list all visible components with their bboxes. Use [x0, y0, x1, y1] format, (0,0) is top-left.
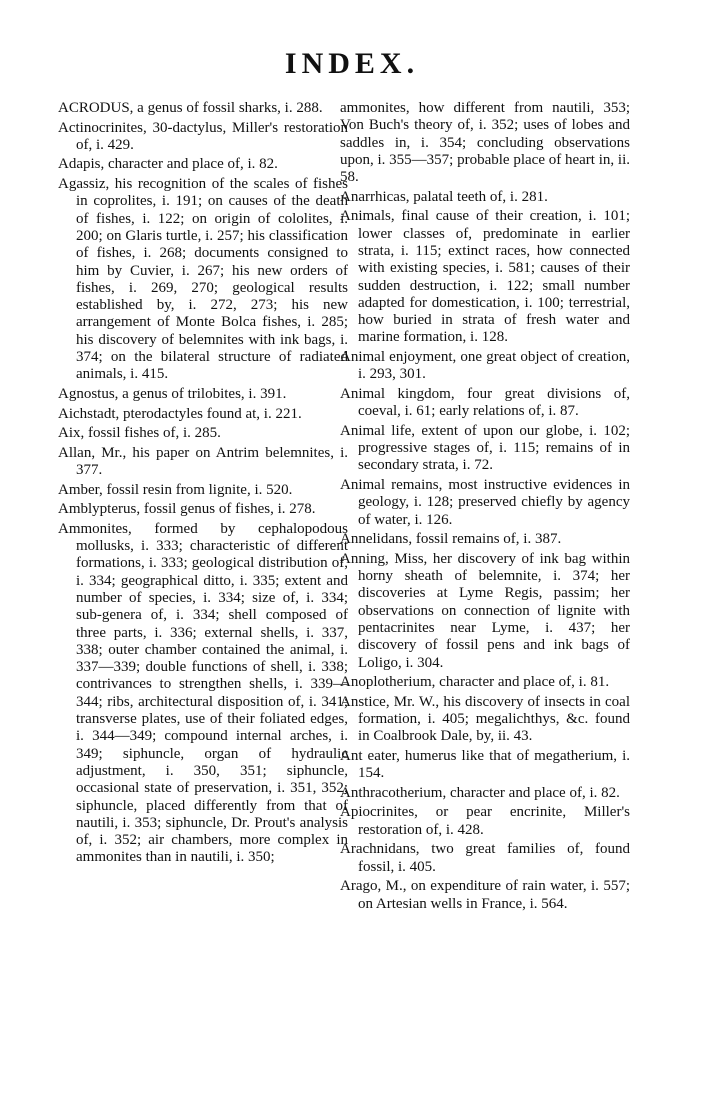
index-entry: Anstice, Mr. W., his discovery of insects in coal formation, i. 405; megalichthys, &c. found in Coalbrook Dale, by, ii. 43.: [340, 693, 630, 745]
index-entry: Animal life, extent of upon our globe, i. 102; progressive stages of, i. 115; remains of in secondary strata, i. 72.: [340, 422, 630, 474]
index-entry: Amblypterus, fossil genus of fishes, i. 278.: [58, 501, 316, 518]
index-entry: Animals, final cause of their creation, i. 101; lower classes of, predominate in earlier strata, i. 115; extinct races, how connected with existing species, i. 581; causes of their sudden destruction, i. 122; small number adapted for domestication, i. 100; terrestrial, how buried in strata of fresh water and marine formation, i. 128.: [340, 208, 630, 346]
index-entry: Animal kingdom, four great divisions of, coeval, i. 61; early relations of, i. 87.: [340, 385, 630, 420]
index-entry: Anthracotherium, character and place of, i. 82.: [340, 784, 620, 801]
index-entry: Agassiz, his recognition of the scales of fishes in coprolites, i. 191; on causes of the death of fishes, i. 122; on origin of cololites, i. 200; on Glaris turtle, i. 257; his classification of fishes, i. 268; documents consigned to him by Cuvier, i. 267; his new orders of fishes, i. 269, 270; geological results established by, i. 272, 273; his new arrangement of Monte Bolca fishes, i. 285; his discovery of belemnites with ink bags, i. 374; on the bilateral structure of radiated animals, i. 415.: [58, 176, 348, 383]
index-entry: Apiocrinites, or pear encrinite, Miller's restoration of, i. 428.: [340, 804, 630, 838]
index-entry: Anning, Miss, her discovery of ink bag within horny sheath of belemnite, i. 374; her discoveries at Lyme Regis, passim; her observations on connection of lignite with pentacrinites near Lyme, i. 437; her discovery of fossil pens and ink bags of Loligo, i. 304.: [340, 550, 630, 671]
index-entry: Amber, fossil resin from lignite, i. 520.: [58, 481, 293, 498]
index-column-right: [340, 100, 630, 915]
index-entry: Aichstadt, pterodactyles found at, i. 221.: [58, 405, 302, 422]
index-entry: Anoplotherium, character and place of, i. 81.: [340, 674, 610, 691]
index-entry: Annelidans, fossil remains of, i. 387.: [340, 531, 562, 548]
index-entry: Arachnidans, two great families of, found fossil, i. 405.: [340, 841, 630, 875]
index-entry-continued: ammonites, how different from nautili, 353; Von Buch's theory of, i. 352; uses of lobes and saddles in, i. 354; concluding observations upon, i. 355—357; probable place of heart in, ii. 58.: [340, 100, 630, 186]
index-column-left: [58, 100, 348, 869]
index-entry: Arago, M., on expenditure of rain water, i. 557; on Artesian wells in France, i. 564.: [340, 878, 630, 912]
index-entry: Actinocrinites, 30-dactylus, Miller's restoration of, i. 429.: [58, 119, 348, 153]
index-entry: Ant eater, humerus like that of megatherium, i. 154.: [340, 747, 630, 782]
index-entry: ACRODUS, a genus of fossil sharks, i. 288.: [58, 100, 323, 116]
index-entry: Anarrhicas, palatal teeth of, i. 281.: [340, 188, 548, 205]
index-entry: Animal enjoyment, one great object of creation, i. 293, 301.: [340, 349, 630, 383]
index-entry: Ammonites, formed by cephalopodous mollusks, i. 333; characteristic of different formations, i. 333; geological distribution of, i. 334; geographical ditto, i. 335; extent and number of species, i. 334; size of, i. 334; sub-genera of, i. 334; shell composed of three parts, i. 336; external shells, i. 337, 338; outer chamber contained the animal, i. 337—339; double functions of shell, i. 338; contrivances to strengthen shells, i. 339—344; ribs, architectural disposition of, i. 341; transverse plates, use of their foliated edges, i. 344—349; compound internal arches, i. 349; siphuncle, organ of hydraulic adjustment, i. 350, 351; siphuncle, occasional state of preservation, i. 351, 352; siphuncle, placed differently from that of nautili, i. 353; siphuncle, Dr. Prout's analysis of, i. 352; air chambers, more complex in ammonites than in nautili, i. 350;: [58, 520, 348, 866]
index-entry: Animal remains, most instructive evidences in geology, i. 128; preserved chiefly by agency of water, i. 126.: [340, 477, 630, 528]
page-title: INDEX.: [284, 47, 420, 80]
index-entry: Agnostus, a genus of trilobites, i. 391.: [58, 385, 287, 402]
index-entry: Aix, fossil fishes of, i. 285.: [58, 425, 221, 442]
index-entry: Allan, Mr., his paper on Antrim belemnites, i. 377.: [58, 444, 348, 479]
index-entry: Adapis, character and place of, i. 82.: [58, 156, 278, 173]
